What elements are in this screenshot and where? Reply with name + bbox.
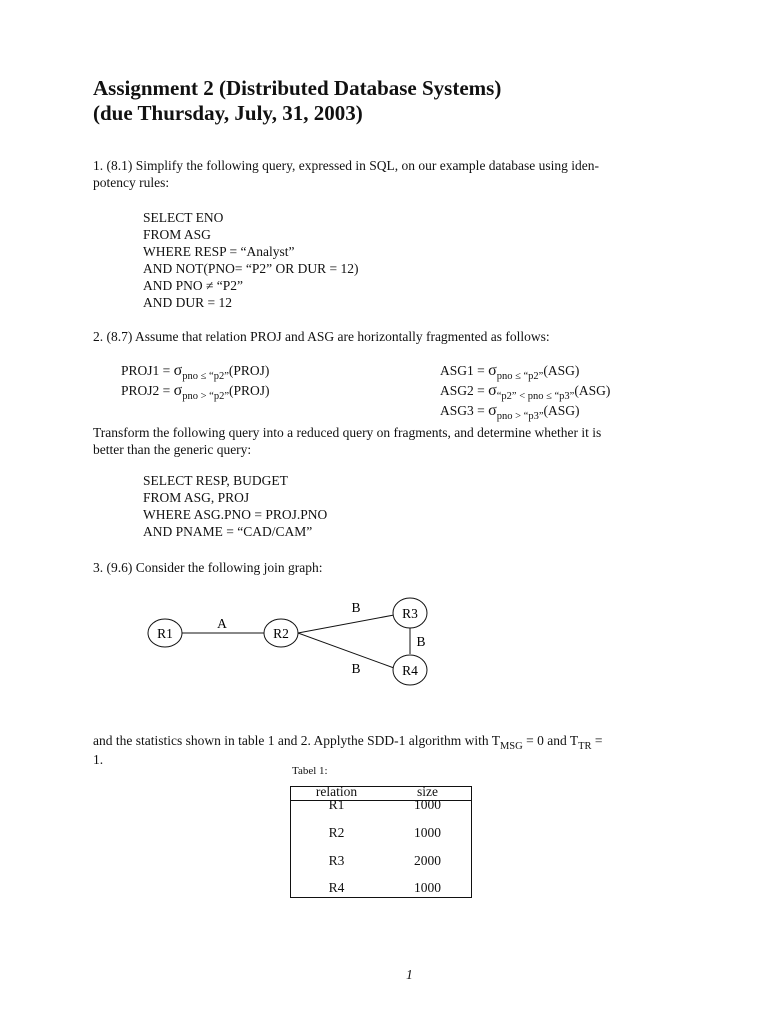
query-line: SELECT ENO — [143, 210, 224, 225]
question-2-query — [143, 472, 327, 540]
statistics-line-1: and the statistics shown in table 1 and 2. Applythe SDD-1 algorithm with $T_{MSG} = 0$ and $T_{TR}$ = — [93, 733, 603, 752]
question-1-line-2: potency rules: — [93, 175, 170, 190]
question-2-text: 2. (8.7) Assume that relation PROJ and ASG are horizontally fragmented as follows: — [93, 329, 550, 344]
query-line: AND DUR = 12 — [143, 295, 232, 310]
question-1-query — [143, 209, 358, 311]
title-line-1: Assignment 2 (Distributed Database Systems) — [93, 76, 502, 100]
node-label-r4: R4 — [402, 663, 418, 678]
table-cell-size: 1000 — [414, 880, 441, 895]
edge-label-a: A — [217, 616, 227, 631]
edge-label-b-bottom: B — [351, 661, 361, 676]
page-title — [93, 76, 501, 126]
join-graph — [145, 595, 445, 695]
table-cell-relation: R3 — [328, 853, 345, 868]
sigma-symbol: σ — [488, 402, 497, 419]
title-line-2: (due Thursday, July, 31, 2003) — [93, 101, 363, 125]
query-line: AND PNO ≠ “P2” — [143, 278, 244, 293]
question-1-text — [93, 157, 599, 191]
sigma-symbol: σ — [488, 382, 497, 399]
query-line: SELECT RESP, BUDGET — [143, 473, 288, 488]
table-cell-size: 1000 — [414, 825, 441, 840]
fragment-asg2: $ASG2 = \sigma_{“p2” < pno \le “p3”}(ASG)$ — [440, 382, 611, 402]
table-cell-relation: R4 — [328, 880, 345, 895]
selection-condition: pno > “p2” — [182, 391, 230, 402]
fragment-proj2: PROJ2 = $\sigma_{pno > “p2”}(PROJ)$ — [121, 382, 270, 402]
fragment-asg1: $ASG1 = \sigma_{pno \le “p2”}(ASG)$ — [440, 362, 580, 382]
sigma-symbol: σ — [173, 382, 183, 399]
query-line: FROM ASG, PROJ — [143, 490, 250, 505]
statistics-line-2: 1. — [93, 752, 104, 767]
table-1-caption: Tabel 1: — [292, 765, 328, 777]
selection-condition: “p2” < pno ≤ “p3” — [496, 391, 575, 402]
edge-label-b-top: B — [351, 600, 361, 615]
node-label-r3: R3 — [402, 606, 418, 621]
query-line: WHERE RESP = “Analyst” — [143, 244, 295, 259]
tmsg-subscript: MSG — [499, 741, 523, 752]
ttr-subscript: TR — [578, 741, 592, 752]
edge-r2-r4 — [298, 633, 394, 668]
table-cell-size: 2000 — [414, 853, 441, 868]
fragment-asg3: $ASG3 = \sigma_{pno > “p3”}(ASG)$ — [440, 402, 580, 422]
query-line: WHERE ASG.PNO = PROJ.PNO — [143, 507, 328, 522]
table-cell-relation: R1 — [328, 797, 345, 812]
sigma-symbol: σ — [488, 362, 497, 379]
table-cell-relation: R2 — [328, 825, 345, 840]
page-number: 1 — [406, 967, 413, 982]
selection-condition: pno ≤ “p2” — [496, 371, 544, 382]
question-2-transform-text — [93, 424, 601, 458]
edge-label-b-right: B — [416, 634, 426, 649]
table-cell-size: 1000 — [414, 797, 441, 812]
node-label-r1: R1 — [157, 626, 173, 641]
question-3-statistics-text — [93, 732, 603, 768]
query-line: AND PNAME = “CAD/CAM” — [143, 524, 313, 539]
table-1-bottom-border — [290, 897, 472, 898]
table-header-relation: relation — [315, 784, 358, 799]
selection-condition: pno ≤ “p2” — [182, 371, 229, 382]
query-line: FROM ASG — [143, 227, 211, 242]
edge-r2-r3 — [298, 615, 394, 633]
question-3-text: 3. (9.6) Consider the following join graph: — [93, 560, 323, 575]
query-line: AND NOT(PNO= “P2” OR DUR = 12) — [143, 261, 359, 276]
table-1 — [290, 786, 472, 898]
table-header-size: size — [417, 784, 438, 799]
selection-condition: pno > “p3” — [496, 411, 544, 422]
question-1-line-1: 1. (8.1) Simplify the following query, expressed in SQL, on our example database using iden- — [93, 158, 600, 173]
fragment-proj1: PROJ1 = $\sigma_{pno \le “p2”}(PROJ)$ — [121, 362, 270, 382]
node-label-r2: R2 — [273, 626, 289, 641]
sigma-symbol: σ — [173, 362, 183, 379]
transform-line-1: Transform the following query into a reduced query on fragments, and determine whether it is — [93, 425, 602, 440]
transform-line-2: better than the generic query: — [93, 442, 252, 457]
